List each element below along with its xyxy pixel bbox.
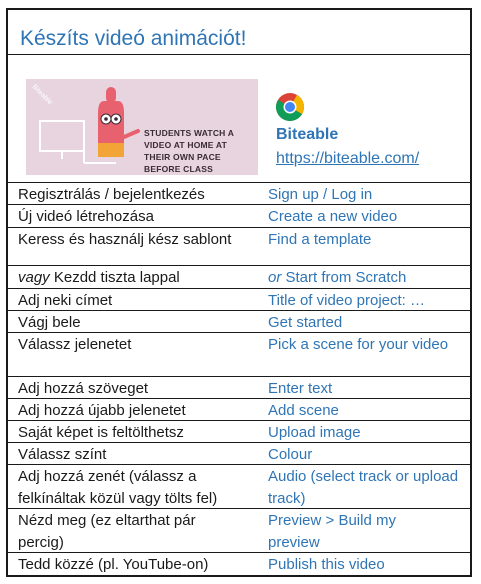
step-hu: Tedd közzé (pl. YouTube-on) bbox=[18, 556, 209, 573]
step-hu-prefix: vagy bbox=[18, 269, 50, 286]
step-en: Find a template bbox=[268, 231, 372, 248]
step-en bbox=[264, 266, 470, 288]
table-row bbox=[8, 204, 470, 227]
hero-image bbox=[26, 79, 258, 175]
step-en: Pick a scene for your video bbox=[268, 336, 449, 353]
table-row bbox=[8, 265, 470, 288]
brand-link[interactable]: https://biteable.com/ bbox=[276, 150, 420, 167]
step-en-text: Start from Scratch bbox=[281, 269, 407, 286]
table-row bbox=[8, 227, 470, 265]
table-row bbox=[8, 310, 470, 332]
page-title: Készíts videó animációt! bbox=[20, 27, 247, 50]
step-hu: Keress és használj kész sablont bbox=[18, 231, 232, 248]
step-hu: Válassz színt bbox=[18, 446, 107, 463]
step-hu: Adj hozzá újabb jelenetet bbox=[18, 402, 186, 419]
step-hu: Adj hozzá szöveget bbox=[18, 380, 149, 397]
step-en: Sign up / Log in bbox=[268, 186, 373, 203]
step-hu: Adj neki címet bbox=[18, 292, 113, 309]
table-row bbox=[8, 376, 470, 398]
step-en: Audio (select track or upload track) bbox=[268, 468, 459, 507]
step-en: Colour bbox=[268, 446, 313, 463]
step-en: Preview > Build my preview bbox=[268, 512, 396, 551]
step-en: Title of video project: … bbox=[268, 292, 426, 309]
instruction-card bbox=[6, 8, 472, 577]
step-hu: Válassz jelenetet bbox=[18, 336, 132, 353]
table-row bbox=[8, 464, 470, 508]
step-en-prefix: or bbox=[268, 269, 282, 286]
table-row bbox=[8, 398, 470, 420]
table-row bbox=[8, 508, 470, 552]
step-hu: Regisztrálás / bejelentkezés bbox=[18, 186, 205, 203]
table-row bbox=[8, 332, 470, 376]
step-hu: Saját képet is feltölthetsz bbox=[18, 424, 184, 441]
table-row bbox=[8, 420, 470, 442]
table-row bbox=[8, 442, 470, 464]
step-hu: Új videó létrehozása bbox=[18, 208, 154, 225]
step-hu: Adj hozzá zenét (válassz a felkínáltak közül vagy tölts fel) bbox=[18, 468, 218, 507]
table-row bbox=[8, 182, 470, 204]
step-hu bbox=[8, 266, 264, 288]
step-en: Add scene bbox=[268, 402, 339, 419]
table-row bbox=[8, 552, 470, 574]
title-divider bbox=[8, 54, 470, 55]
step-en: Upload image bbox=[268, 424, 361, 441]
hero-caption: STUDENTS WATCH A VIDEO AT HOME AT THEIR OWN PACE BEFORE CLASS bbox=[144, 128, 234, 174]
chrome-icon bbox=[275, 92, 305, 122]
step-hu: Vágj bele bbox=[18, 314, 81, 331]
hero-watermark: Biteable bbox=[30, 83, 54, 107]
step-en: Get started bbox=[268, 314, 343, 331]
step-en: Enter text bbox=[268, 380, 333, 397]
step-hu-text: Kezdd tiszta lappal bbox=[49, 269, 180, 286]
table-row bbox=[8, 288, 470, 310]
step-en: Create a new video bbox=[268, 208, 398, 225]
step-hu: Nézd meg (ez eltarthat pár percig) bbox=[18, 512, 196, 551]
steps-table bbox=[8, 182, 470, 574]
step-en: Publish this video bbox=[268, 556, 385, 573]
brand-name: Biteable bbox=[276, 126, 339, 143]
